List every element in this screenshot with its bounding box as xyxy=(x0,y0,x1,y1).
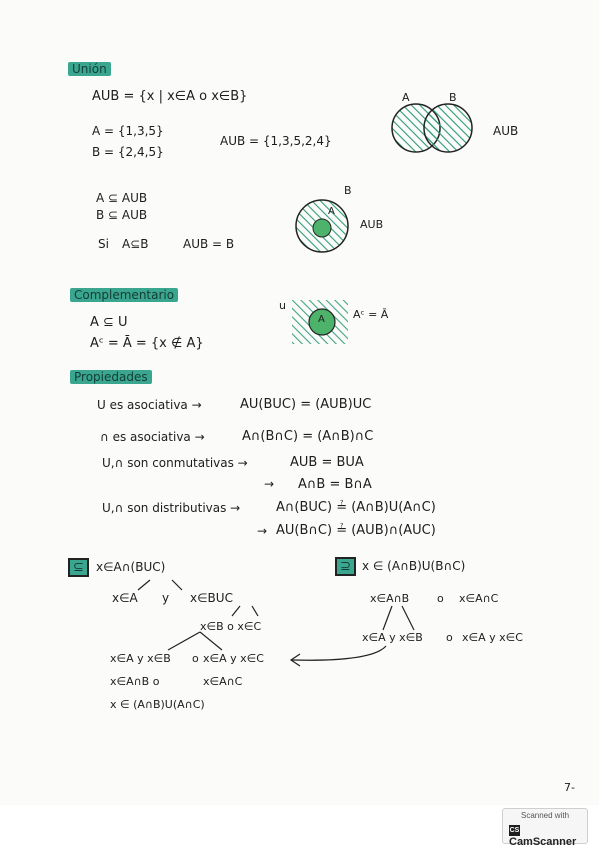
proof-subset-box: ⊆ xyxy=(68,558,89,577)
property-5-text: U,∩ son distributivas → xyxy=(102,501,241,515)
venn-subset-caption: AUB xyxy=(360,218,384,231)
property-3-formula: AUB = BUA xyxy=(290,455,364,470)
property-4-formula: A∩B = B∩A xyxy=(298,477,372,492)
property-6-formula: AU(B∩C) ≟ (AUB)∩(AUC) xyxy=(276,523,436,538)
section-title-properties: Propiedades xyxy=(70,370,152,384)
complement-line2: Aᶜ = Ā = {x ∉ A} xyxy=(90,336,204,351)
venn-union-label-b: B xyxy=(449,91,457,104)
venn-subset-label-b: B xyxy=(344,184,352,197)
proof-subset-l5: x ∈ (A∩B)U(A∩C) xyxy=(110,698,205,711)
proof-subset-head: x∈A∩(BUC) xyxy=(96,560,166,574)
proof-superset-l1-mid: o xyxy=(437,592,444,605)
venn-subset-diagram xyxy=(296,200,348,252)
venn-subset-label-a: A xyxy=(328,206,335,217)
subset-a: A ⊆ AUB xyxy=(96,191,148,205)
si-result: AUB = B xyxy=(183,237,235,251)
venn-union-diagram xyxy=(392,104,472,152)
proof-subset-l3-mid: o xyxy=(192,652,199,665)
property-4-arrow: → xyxy=(264,477,275,491)
venn-complement-caption: Aᶜ = Ā xyxy=(353,308,389,321)
si-prefix: Si xyxy=(98,237,109,251)
watermark-brand-text: CamScanner xyxy=(509,836,577,848)
proof-subset-l3-left: x∈A y x∈B xyxy=(110,652,171,665)
proof-subset-l1-right: x∈BUC xyxy=(190,591,233,605)
proof-superset-box: ⊇ xyxy=(335,557,356,576)
proof-superset-l1-right: x∈A∩C xyxy=(459,592,499,605)
property-5-formula: A∩(BUC) ≟ (A∩B)U(A∩C) xyxy=(276,500,436,515)
section-title-union: Unión xyxy=(68,62,111,76)
property-1-text: U es asociativa → xyxy=(97,398,202,412)
property-3-text: U,∩ son conmutativas → xyxy=(102,456,248,470)
proof-subset-l4-left: x∈A∩B o xyxy=(110,675,160,688)
set-a: A = {1,3,5} xyxy=(92,124,164,138)
proof-subset-l2: x∈B o x∈C xyxy=(200,620,262,633)
watermark-brand xyxy=(509,824,587,848)
property-2-text: ∩ es asociativa → xyxy=(100,430,205,444)
venn-complement-label-u: u xyxy=(279,299,286,312)
venn-union-label-a: A xyxy=(402,91,410,104)
proof-subset-l1-left: x∈A xyxy=(112,591,138,605)
venn-union-caption: AUB xyxy=(493,124,519,138)
proof-superset-l2-left: x∈A y x∈B xyxy=(362,631,423,644)
page-number: 7- xyxy=(564,781,575,794)
venn-complement-label-a: A xyxy=(318,314,325,325)
proof-superset-l1-left: x∈A∩B xyxy=(370,592,410,605)
section-title-complement: Complementario xyxy=(70,288,178,302)
si-condition: A⊆B xyxy=(122,237,149,251)
proof-superset-l2-right: x∈A y x∈C xyxy=(462,631,523,644)
property-6-arrow: → xyxy=(257,524,268,538)
proof-subset-l4-right: x∈A∩C xyxy=(203,675,243,688)
watermark-top-text: Scanned with xyxy=(520,811,570,820)
camscanner-watermark xyxy=(502,808,588,848)
property-1-formula: AU(BUC) = (AUB)UC xyxy=(240,397,372,412)
subset-b: B ⊆ AUB xyxy=(96,208,148,222)
set-b: B = {2,4,5} xyxy=(92,145,164,159)
camscanner-logo-icon: CS xyxy=(509,826,520,834)
proof-subset-l1-mid: y xyxy=(162,591,170,605)
proof-superset-l2-mid: o xyxy=(446,631,453,644)
proof-subset-l3-right: x∈A y x∈C xyxy=(203,652,264,665)
complement-line1: A ⊆ U xyxy=(90,315,128,330)
property-2-formula: A∩(B∩C) = (A∩B)∩C xyxy=(242,429,374,444)
union-result: AUB = {1,3,5,2,4} xyxy=(220,134,332,148)
union-definition: AUB = {x | x∈A o x∈B} xyxy=(92,89,248,104)
proof-superset-head: x ∈ (A∩B)U(B∩C) xyxy=(362,559,466,573)
